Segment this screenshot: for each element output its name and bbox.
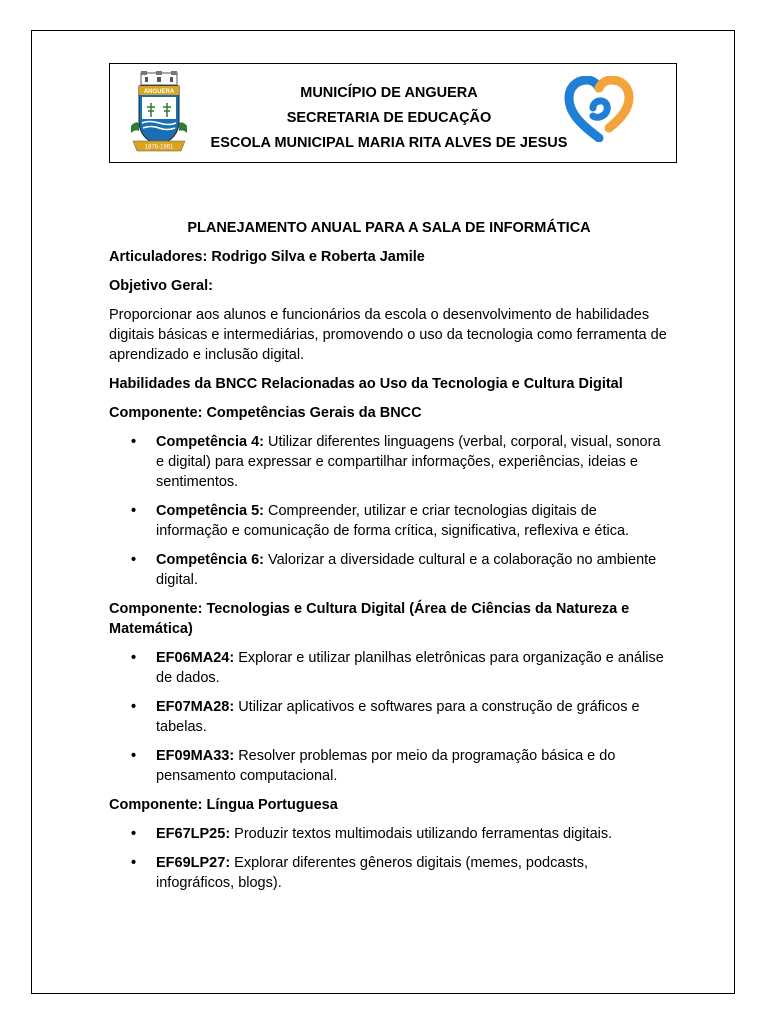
component-heading: Componente: Competências Gerais da BNCC (109, 405, 422, 421)
item-text: Utilizar diferentes linguagens (verbal, corporal, visual, sonora e digital) para expressar e compartilhar informações, experiências, ideias e sentimentos. (156, 434, 661, 490)
item-text: Explorar e utilizar planilhas eletrônicas para organização e análise de dados. (156, 650, 664, 686)
component-heading: Componente: Língua Portuguesa (109, 797, 338, 813)
component-heading: Componente: Tecnologias e Cultura Digital (Área de Ciências da Natureza e Matemática) (109, 601, 630, 637)
item-code: EF69LP27: (156, 855, 231, 871)
heart-logo-icon (563, 76, 635, 142)
list-item: • EF09MA33: Resolver problemas por meio da programação básica e do pensamento computacional. (131, 748, 616, 784)
municipality-name: MUNICÍPIO DE ANGUERA (300, 85, 478, 101)
list-item: • EF69LP27: Explorar diferentes gêneros digitais (memes, podcasts, infográficos, blogs). (131, 855, 588, 891)
list-item: • Competência 5: Compreender, utilizar e criar tecnologias digitais de informação e comunicação de forma crítica, significativa, reflexiva e ética. (131, 503, 630, 539)
articulators: Articuladores: Rodrigo Silva e Roberta Jamile (109, 249, 425, 265)
item-text: Produzir textos multimodais utilizando ferramentas digitais. (230, 826, 613, 842)
letterhead (109, 63, 677, 163)
component-list (109, 648, 669, 786)
component-list (109, 432, 669, 590)
item-text: Utilizar aplicativos e softwares para a construção de gráficos e tabelas. (156, 699, 640, 735)
document-title: PLANEJAMENTO ANUAL PARA A SALA DE INFORMÁTICA (187, 220, 591, 236)
component-list (109, 824, 669, 893)
item-text: Explorar diferentes gêneros digitais (memes, podcasts, infográficos, blogs). (156, 855, 588, 891)
document-body (109, 218, 669, 893)
school-name: ESCOLA MUNICIPAL MARIA RITA ALVES DE JESUS (210, 135, 568, 151)
list-item: • EF07MA28: Utilizar aplicativos e softwares para a construção de gráficos e tabelas. (131, 699, 640, 735)
item-text: Valorizar a diversidade cultural e a colaboração no ambiente digital. (156, 552, 657, 588)
item-code: EF67LP25: (156, 826, 231, 842)
list-item: • Competência 6: Valorizar a diversidade cultural e a colaboração no ambiente digital. (131, 552, 657, 588)
crest-name: ANGUERA (143, 89, 175, 95)
skills-heading: Habilidades da BNCC Relacionadas ao Uso da Tecnologia e Cultura Digital (109, 376, 623, 392)
item-text: Resolver problemas por meio da programação básica e do pensamento computacional. (156, 748, 616, 784)
list-item: • Competência 4: Utilizar diferentes linguagens (verbal, corporal, visual, sonora e digital) para expressar e compartilhar informações, experiências, ideias e sentimentos. (131, 434, 661, 490)
item-text: Compreender, utilizar e criar tecnologias digitais de informação e comunicação de forma crítica, significativa, reflexiva e ética. (156, 503, 630, 539)
list-item: • EF67LP25: Produzir textos multimodais utilizando ferramentas digitais. (131, 826, 613, 842)
item-code: EF07MA28: (156, 699, 235, 715)
crest-years: 1876-1961 (144, 144, 174, 151)
item-code: Competência 5: (156, 503, 264, 519)
objective-heading: Objetivo Geral: (109, 278, 213, 294)
item-code: EF09MA33: (156, 748, 235, 764)
department-name: SECRETARIA DE EDUCAÇÃO (286, 110, 492, 126)
item-code: Competência 4: (156, 434, 264, 450)
list-item: • EF06MA24: Explorar e utilizar planilhas eletrônicas para organização e análise de dados. (131, 650, 664, 686)
item-code: EF06MA24: (156, 650, 235, 666)
objective-text: Proporcionar aos alunos e funcionários da escola o desenvolvimento de habilidades digitais básicas e intermediárias, promovendo o uso da tecnologia como ferramenta de aprendizado e inclusão digital. (109, 307, 667, 363)
item-code: Competência 6: (156, 552, 264, 568)
